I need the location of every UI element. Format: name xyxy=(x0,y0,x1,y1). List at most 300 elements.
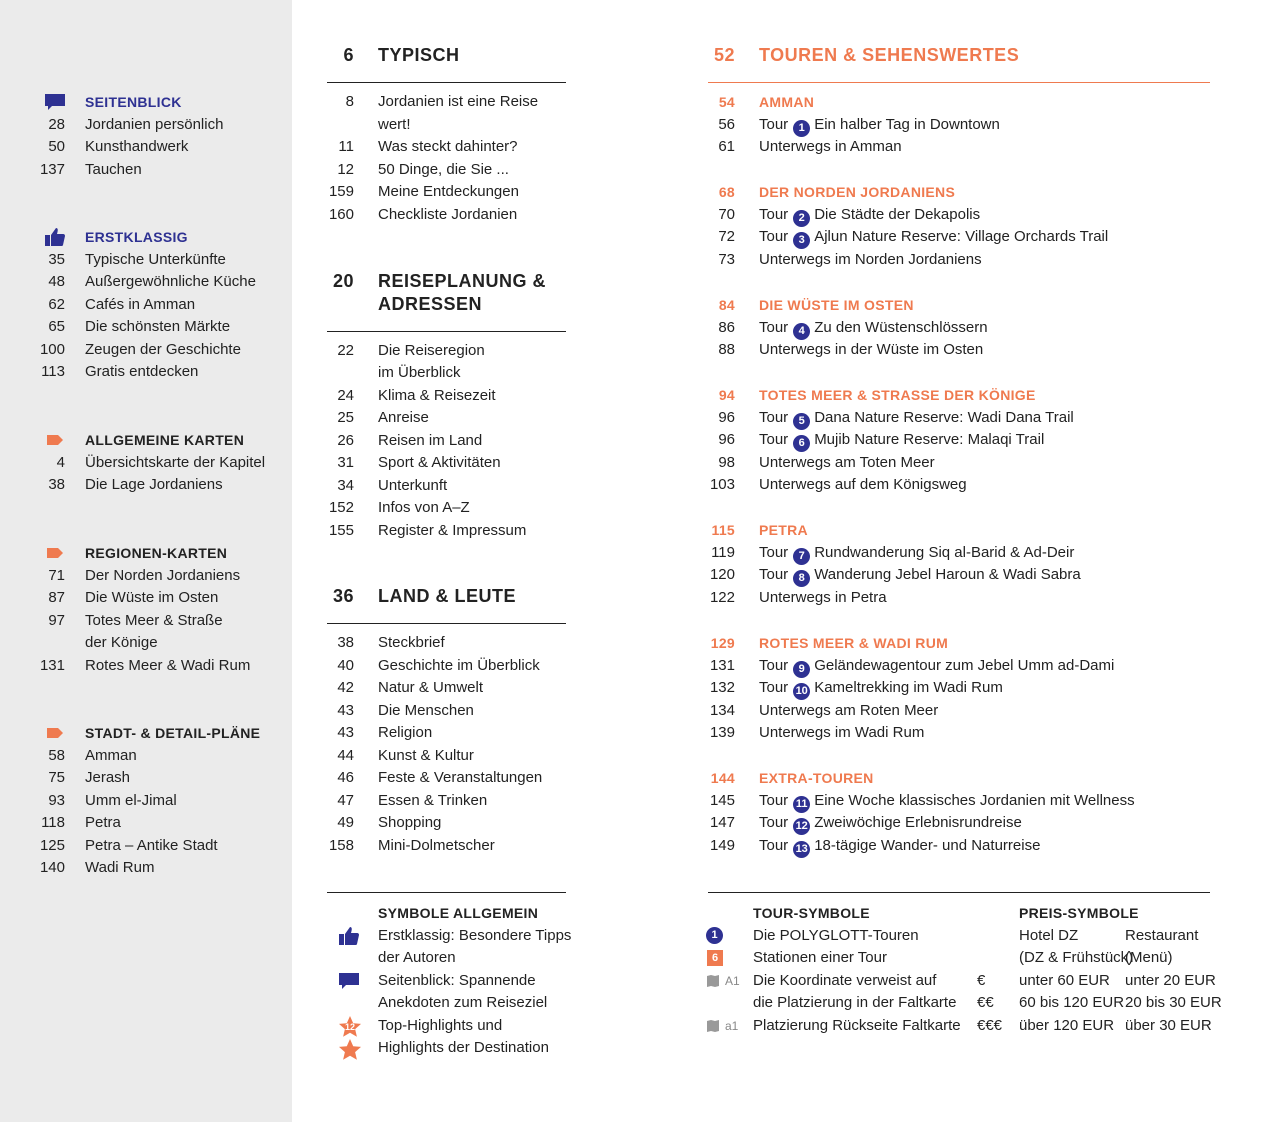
sidebar-section-title: SEITENBLICK xyxy=(85,94,182,110)
toc-entry[interactable] xyxy=(326,745,542,768)
tour-number-badge: 5 xyxy=(793,413,810,430)
tour-number-badge: 11 xyxy=(793,796,810,813)
price-header xyxy=(977,925,1215,948)
entry-title xyxy=(735,587,887,610)
page-number: 43 xyxy=(337,724,354,741)
entry-title: Cafés in Amman xyxy=(85,295,196,313)
toc-entry[interactable] xyxy=(326,159,538,182)
region-heading[interactable] xyxy=(706,384,1074,407)
region-title: TOTES MEER & STRASSE DER KÖNIGE xyxy=(759,387,1036,403)
chapter-page: 20 xyxy=(332,271,354,291)
toc-entry[interactable] xyxy=(30,610,280,655)
region-page: 68 xyxy=(718,184,735,200)
star-number-icon xyxy=(338,1015,360,1037)
tour-number-badge: 10 xyxy=(793,683,810,700)
tour-number-badge: 1 xyxy=(793,120,810,137)
page-number: 96 xyxy=(718,431,735,448)
entry-title: Die schönsten Märkte xyxy=(85,318,231,335)
tour-label: Tour xyxy=(759,814,789,831)
entry-title: Steckbrief xyxy=(378,634,445,651)
page-number: 93 xyxy=(48,791,65,809)
legend-item xyxy=(378,970,571,1015)
page-number: 49 xyxy=(337,814,354,831)
legend-title: PREIS-SYMBOLE xyxy=(1019,905,1139,921)
tour-number-badge: 7 xyxy=(793,548,810,565)
entry-text: Unterwegs am Roten Meer xyxy=(759,701,939,719)
chapter-page: 6 xyxy=(343,45,354,65)
page-number: 137 xyxy=(39,160,65,178)
toc-entry[interactable] xyxy=(30,812,280,835)
price-symbol: €€€ xyxy=(977,1016,1003,1034)
page-number: 120 xyxy=(709,566,735,583)
page-number: 47 xyxy=(337,791,354,809)
chapter-rule xyxy=(327,331,566,332)
price-header xyxy=(977,947,1215,970)
entry-title: Meine Entdeckungen xyxy=(378,183,519,200)
toc-entry[interactable] xyxy=(706,655,1114,678)
toc-entry[interactable] xyxy=(30,474,280,497)
chapter-title: TYPISCH xyxy=(378,45,460,65)
toc-entry[interactable] xyxy=(326,136,538,159)
tour-label: Tour xyxy=(759,679,789,696)
chapter-entries xyxy=(326,340,526,543)
region-title: AMMAN xyxy=(759,94,815,110)
entry-title: Übersichtskarte der Kapitel xyxy=(85,453,266,471)
page-number: 119 xyxy=(711,543,735,561)
toc-entry[interactable] xyxy=(326,677,542,700)
entry-text: Zu den Wüstenschlössern xyxy=(814,318,988,336)
toc-entry[interactable] xyxy=(30,655,280,678)
toc-entry[interactable] xyxy=(30,114,280,137)
page-number: 46 xyxy=(337,769,354,786)
toc-entry[interactable] xyxy=(326,430,526,453)
entry-title: Sport & Aktivitäten xyxy=(378,454,501,471)
entry-title: 50 Dinge, die Sie ... xyxy=(378,160,509,178)
entry-title: Kunst & Kultur xyxy=(378,746,474,764)
region-heading[interactable] xyxy=(706,632,1114,655)
toc-entry[interactable] xyxy=(326,407,526,430)
page-number: 155 xyxy=(328,521,354,539)
page-number: 98 xyxy=(718,453,735,471)
entry-text: Mujib Nature Reserve: Malaqi Trail xyxy=(814,431,1045,448)
restaurant-price: 20 bis 30 EUR xyxy=(1125,994,1222,1011)
entry-title xyxy=(735,677,1003,700)
page-number: 113 xyxy=(41,363,65,380)
region-heading[interactable] xyxy=(706,519,1081,542)
region-title: ROTES MEER & WADI RUM xyxy=(759,635,949,651)
region-section xyxy=(706,181,1108,271)
entry-title xyxy=(735,722,924,745)
page-number: 132 xyxy=(709,679,735,696)
region-page: 54 xyxy=(718,94,735,110)
page-number: 8 xyxy=(345,93,354,110)
toc-entry[interactable] xyxy=(706,114,1000,137)
legend-tour xyxy=(706,902,961,1037)
legend-title: TOUR-SYMBOLE xyxy=(753,905,870,921)
page-number: 26 xyxy=(337,431,354,449)
page-number: 38 xyxy=(337,634,354,651)
price-symbol: €€ xyxy=(977,994,994,1011)
entry-text: Geländewagentour zum Jebel Umm ad-Dami xyxy=(814,656,1115,674)
tour-number-badge: 8 xyxy=(793,570,810,587)
chapter-rule xyxy=(327,623,566,624)
star-icon xyxy=(338,1038,360,1060)
entry-text: 18-tägige Wander- und Naturreise xyxy=(814,836,1041,854)
legend-symbol xyxy=(706,1015,753,1038)
page-number: 70 xyxy=(718,205,735,223)
page-number: 97 xyxy=(48,611,65,629)
entry-title: Reisen im Land xyxy=(378,431,483,449)
speech-bubble-icon xyxy=(338,970,360,992)
page-number: 103 xyxy=(709,476,735,493)
hotel-price: 60 bis 120 EUR xyxy=(1019,994,1125,1011)
map-icon xyxy=(706,1019,720,1033)
tour-number-badge: 2 xyxy=(793,210,810,227)
entry-title: Mini-Dolmetscher xyxy=(378,836,495,854)
legend-symbol xyxy=(706,992,753,1015)
page-number: 4 xyxy=(56,453,65,471)
entry-title: Petra xyxy=(85,814,121,831)
sidebar-section-title: STADT- & DETAIL-PLÄNE xyxy=(85,725,261,741)
toc-entry[interactable] xyxy=(30,159,280,182)
entry-title: Tauchen xyxy=(85,160,142,178)
chapter-title: REISEPLANUNG & ADRESSEN xyxy=(378,271,547,314)
region-heading[interactable] xyxy=(706,181,1108,204)
entry-title: Checkliste Jordanien xyxy=(378,205,518,223)
entry-title: Shopping xyxy=(378,814,442,831)
entry-title: Jordanien ist eine Reise wert! xyxy=(378,93,539,133)
chapter-page: 36 xyxy=(332,586,354,606)
legend-item xyxy=(378,1015,571,1038)
legend-item xyxy=(706,970,961,993)
sidebar-section xyxy=(30,429,280,497)
page-number: 61 xyxy=(718,138,735,155)
entry-text: Rundwanderung Siq al-Barid & Ad-Deir xyxy=(814,543,1075,561)
price-row xyxy=(977,992,1222,1015)
toc-entry[interactable] xyxy=(30,565,280,588)
legend-title: SYMBOLE ALLGEMEIN xyxy=(378,905,539,921)
toc-entry[interactable] xyxy=(706,249,1108,272)
entry-text: Unterwegs auf dem Königsweg xyxy=(759,476,967,493)
toc-entry[interactable] xyxy=(706,204,1108,227)
legend-price xyxy=(977,902,1222,1037)
sidebar-section-title: REGIONEN-KARTEN xyxy=(85,545,228,561)
star-badge-number: 12 xyxy=(344,1022,355,1032)
entry-title: Gratis entdecken xyxy=(85,363,199,380)
entry-text: Unterwegs am Toten Meer xyxy=(759,453,935,471)
entry-title: Die Wüste im Osten xyxy=(85,589,219,606)
tour-label: Tour xyxy=(759,318,789,336)
entry-title: Natur & Umwelt xyxy=(378,679,484,696)
legend-text: Die POLYGLOTT-Touren xyxy=(753,926,919,944)
entry-title xyxy=(735,204,980,227)
page-number: 62 xyxy=(48,295,65,313)
region-section xyxy=(706,91,1000,159)
entry-text: Wanderung Jebel Haroun & Wadi Sabra xyxy=(814,566,1081,583)
tour-number-badge: 12 xyxy=(793,818,810,835)
legend-symbol xyxy=(706,970,753,993)
toc-entry[interactable] xyxy=(30,767,280,790)
region-section xyxy=(706,294,988,362)
toc-entry[interactable] xyxy=(706,835,1135,858)
price-row xyxy=(977,1015,1215,1038)
page-number: 71 xyxy=(48,566,65,584)
entry-title xyxy=(735,564,1081,587)
legend-text: Erstklassig: Besondere Tipps der Autoren xyxy=(378,926,572,966)
toc-entry[interactable] xyxy=(706,790,1135,813)
legend-symbol xyxy=(706,947,753,970)
toc-entry[interactable] xyxy=(30,316,280,339)
page-number: 56 xyxy=(718,115,735,133)
entry-title xyxy=(735,452,935,475)
page-number: 125 xyxy=(39,836,65,854)
region-section xyxy=(706,519,1081,609)
entry-text: Unterwegs im Wadi Rum xyxy=(759,724,925,741)
toc-entry[interactable] xyxy=(30,835,280,858)
entry-title: Unterkunft xyxy=(378,476,448,494)
toc-entry[interactable] xyxy=(706,136,1000,159)
legend-item xyxy=(706,1015,961,1038)
chapter-heading[interactable] xyxy=(706,44,1019,67)
entry-text: Unterwegs im Norden Jordaniens xyxy=(759,250,982,268)
tour-label: Tour xyxy=(759,205,789,223)
page-number: 160 xyxy=(328,205,354,223)
tour-number-badge: 4 xyxy=(793,323,810,340)
page-number: 134 xyxy=(709,701,735,719)
toc-entry[interactable] xyxy=(706,339,988,362)
entry-title: Petra – Antike Stadt xyxy=(85,836,218,854)
entry-title: Essen & Trinken xyxy=(378,791,488,809)
entry-title: Geschichte im Überblick xyxy=(378,656,540,674)
entry-title: Klima & Reisezeit xyxy=(378,386,496,404)
tour-label: Tour xyxy=(759,115,789,133)
page-number: 31 xyxy=(337,454,354,471)
hotel-price: unter 60 EUR xyxy=(1019,971,1110,989)
toc-entry[interactable] xyxy=(326,722,542,745)
toc-entry[interactable] xyxy=(326,835,542,858)
toc-entry[interactable] xyxy=(706,812,1135,835)
toc-entry[interactable] xyxy=(706,429,1074,452)
toc-entry[interactable] xyxy=(326,91,538,136)
page-number: 42 xyxy=(337,679,354,696)
toc-entry[interactable] xyxy=(706,474,1074,497)
toc-entry[interactable] xyxy=(706,587,1081,610)
entry-title: Kunsthandwerk xyxy=(85,138,189,155)
chapter-heading[interactable] xyxy=(328,270,546,315)
page-number: 152 xyxy=(328,499,354,516)
tour-number-badge: 1 xyxy=(706,927,723,944)
price-symbol xyxy=(977,925,1019,948)
sidebar-section-title: ERSTKLASSIG xyxy=(85,229,188,245)
legend-item xyxy=(706,992,961,1015)
toc-entry[interactable] xyxy=(30,271,280,294)
entry-title xyxy=(735,429,1044,452)
tour-label: Tour xyxy=(759,543,789,561)
page-number: 12 xyxy=(337,160,354,178)
toc-entry[interactable] xyxy=(30,452,280,475)
entry-title: Die Reiseregion im Überblick xyxy=(378,341,485,381)
sidebar-section xyxy=(30,226,280,384)
region-page: 115 xyxy=(711,522,735,538)
toc-entry[interactable] xyxy=(706,542,1081,565)
toc-entry[interactable] xyxy=(326,520,526,543)
thumbs-up-icon xyxy=(338,925,360,947)
hotel-price: über 120 EUR xyxy=(1019,1016,1115,1034)
page-number: 140 xyxy=(39,859,65,876)
legend-general xyxy=(378,902,571,1060)
sidebar-section-title: ALLGEMEINE KARTEN xyxy=(85,432,245,448)
toc-entry[interactable] xyxy=(30,587,280,610)
entry-title: Feste & Veranstaltungen xyxy=(378,769,543,786)
entry-text: Die Städte der Dekapolis xyxy=(814,205,981,223)
toc-entry[interactable] xyxy=(326,632,542,655)
entry-title xyxy=(735,136,902,159)
region-title: DER NORDEN JORDANIENS xyxy=(759,184,956,200)
entry-title: Infos von A–Z xyxy=(378,499,470,516)
legend-text: Top-Highlights und xyxy=(378,1016,503,1034)
toc-entry[interactable] xyxy=(706,722,1114,745)
toc-entry[interactable] xyxy=(30,249,280,272)
region-section xyxy=(706,384,1074,497)
toc-entry[interactable] xyxy=(706,700,1114,723)
tour-label: Tour xyxy=(759,791,789,809)
toc-entry[interactable] xyxy=(30,361,280,384)
entry-title: Jordanien persönlich xyxy=(85,115,224,133)
chapter-heading[interactable] xyxy=(328,44,460,67)
map-coordinate-label: a1 xyxy=(725,1018,739,1033)
sidebar-section xyxy=(30,722,280,880)
entry-title xyxy=(735,790,1135,813)
entry-title: Jerash xyxy=(85,769,131,786)
toc-entry[interactable] xyxy=(706,226,1108,249)
toc-entry[interactable] xyxy=(326,475,526,498)
chapter-rule xyxy=(327,82,566,83)
page-number: 34 xyxy=(337,476,354,494)
toc-entry[interactable] xyxy=(326,790,542,813)
sidebar-section xyxy=(30,542,280,677)
hotel-price: Hotel DZ xyxy=(1019,926,1079,944)
chapter-heading[interactable] xyxy=(328,585,516,608)
toc-entry[interactable] xyxy=(30,790,280,813)
region-section xyxy=(706,632,1114,745)
page-number: 28 xyxy=(48,115,65,133)
page-number: 131 xyxy=(709,656,735,674)
restaurant-price: über 30 EUR xyxy=(1125,1016,1212,1034)
region-title: DIE WÜSTE IM OSTEN xyxy=(759,297,914,313)
toc-entry[interactable] xyxy=(30,136,280,159)
region-page: 144 xyxy=(710,770,735,786)
legend-text: Platzierung Rückseite Faltkarte xyxy=(753,1016,961,1034)
toc-entry[interactable] xyxy=(326,812,542,835)
toc-entry[interactable] xyxy=(30,294,280,317)
tour-label: Tour xyxy=(759,656,789,674)
tour-number-badge: 9 xyxy=(793,661,810,678)
entry-title xyxy=(735,249,982,272)
entry-text: Unterwegs in Amman xyxy=(759,138,902,155)
region-title: PETRA xyxy=(759,522,808,538)
toc-entry[interactable] xyxy=(706,452,1074,475)
page-number: 86 xyxy=(718,318,735,336)
entry-text: Dana Nature Reserve: Wadi Dana Trail xyxy=(814,408,1074,426)
toc-entry[interactable] xyxy=(326,385,526,408)
entry-title xyxy=(735,226,1108,249)
price-symbol xyxy=(977,947,1019,970)
page-number: 58 xyxy=(48,746,65,764)
toc-entry[interactable] xyxy=(706,317,988,340)
toc-entry[interactable] xyxy=(706,677,1114,700)
legend-item xyxy=(706,947,961,970)
toc-entry[interactable] xyxy=(30,857,280,880)
entry-title: Typische Unterkünfte xyxy=(85,250,226,268)
map-coordinate-label: A1 xyxy=(725,973,740,988)
region-heading[interactable] xyxy=(706,91,1000,114)
toc-entry[interactable] xyxy=(326,452,526,475)
toc-entry[interactable] xyxy=(326,767,542,790)
page-number: 158 xyxy=(328,836,354,854)
toc-entry[interactable] xyxy=(30,745,280,768)
toc-entry[interactable] xyxy=(706,407,1074,430)
entry-title: Register & Impressum xyxy=(378,521,527,539)
toc-entry[interactable] xyxy=(326,204,538,227)
toc-entry[interactable] xyxy=(326,655,542,678)
entry-title xyxy=(735,835,1040,858)
page-number: 40 xyxy=(337,656,354,674)
entry-title xyxy=(735,812,1022,835)
tour-label: Tour xyxy=(759,431,789,448)
toc-entry[interactable] xyxy=(30,339,280,362)
legend-item xyxy=(378,1037,571,1060)
chapter-title: TOUREN & SEHENSWERTES xyxy=(759,45,1020,65)
region-page: 129 xyxy=(710,635,735,651)
page-number: 131 xyxy=(39,656,65,674)
entry-title xyxy=(735,114,1000,137)
entry-title: Totes Meer & Straße der Könige xyxy=(85,611,223,651)
restaurant-price: Restaurant xyxy=(1125,926,1199,944)
entry-title: Die Menschen xyxy=(378,701,474,719)
page-number: 75 xyxy=(48,769,65,786)
region-heading[interactable] xyxy=(706,767,1135,790)
region-section xyxy=(706,767,1135,857)
region-heading[interactable] xyxy=(706,294,988,317)
entry-text: Zweiwöchige Erlebnisrundreise xyxy=(814,814,1022,831)
toc-entry[interactable] xyxy=(326,340,526,385)
toc-entry[interactable] xyxy=(326,700,542,723)
page-number: 43 xyxy=(337,701,354,719)
page-number: 72 xyxy=(718,228,735,245)
legend-text: Die Koordinate verweist auf xyxy=(753,971,937,989)
toc-entry[interactable] xyxy=(326,181,538,204)
page-number: 50 xyxy=(48,138,65,155)
page-number: 87 xyxy=(48,589,65,606)
page-number: 118 xyxy=(41,814,65,831)
page-number: 145 xyxy=(709,791,735,809)
entry-text: Ajlun Nature Reserve: Village Orchards Trail xyxy=(814,228,1109,245)
page-number: 100 xyxy=(39,340,65,358)
entry-text: Ein halber Tag in Downtown xyxy=(814,115,1000,133)
page-number: 25 xyxy=(337,409,354,426)
legend-rule xyxy=(327,892,566,893)
region-page: 94 xyxy=(718,387,735,403)
toc-entry[interactable] xyxy=(326,497,526,520)
legend-rule xyxy=(708,892,1210,893)
restaurant-price: unter 20 EUR xyxy=(1125,971,1216,989)
legend-text: Highlights der Destination xyxy=(378,1039,549,1056)
entry-title xyxy=(735,317,988,340)
entry-title xyxy=(735,700,938,723)
toc-entry[interactable] xyxy=(706,564,1081,587)
chapter-page: 52 xyxy=(713,45,735,65)
entry-title: Was steckt dahinter? xyxy=(378,138,518,155)
